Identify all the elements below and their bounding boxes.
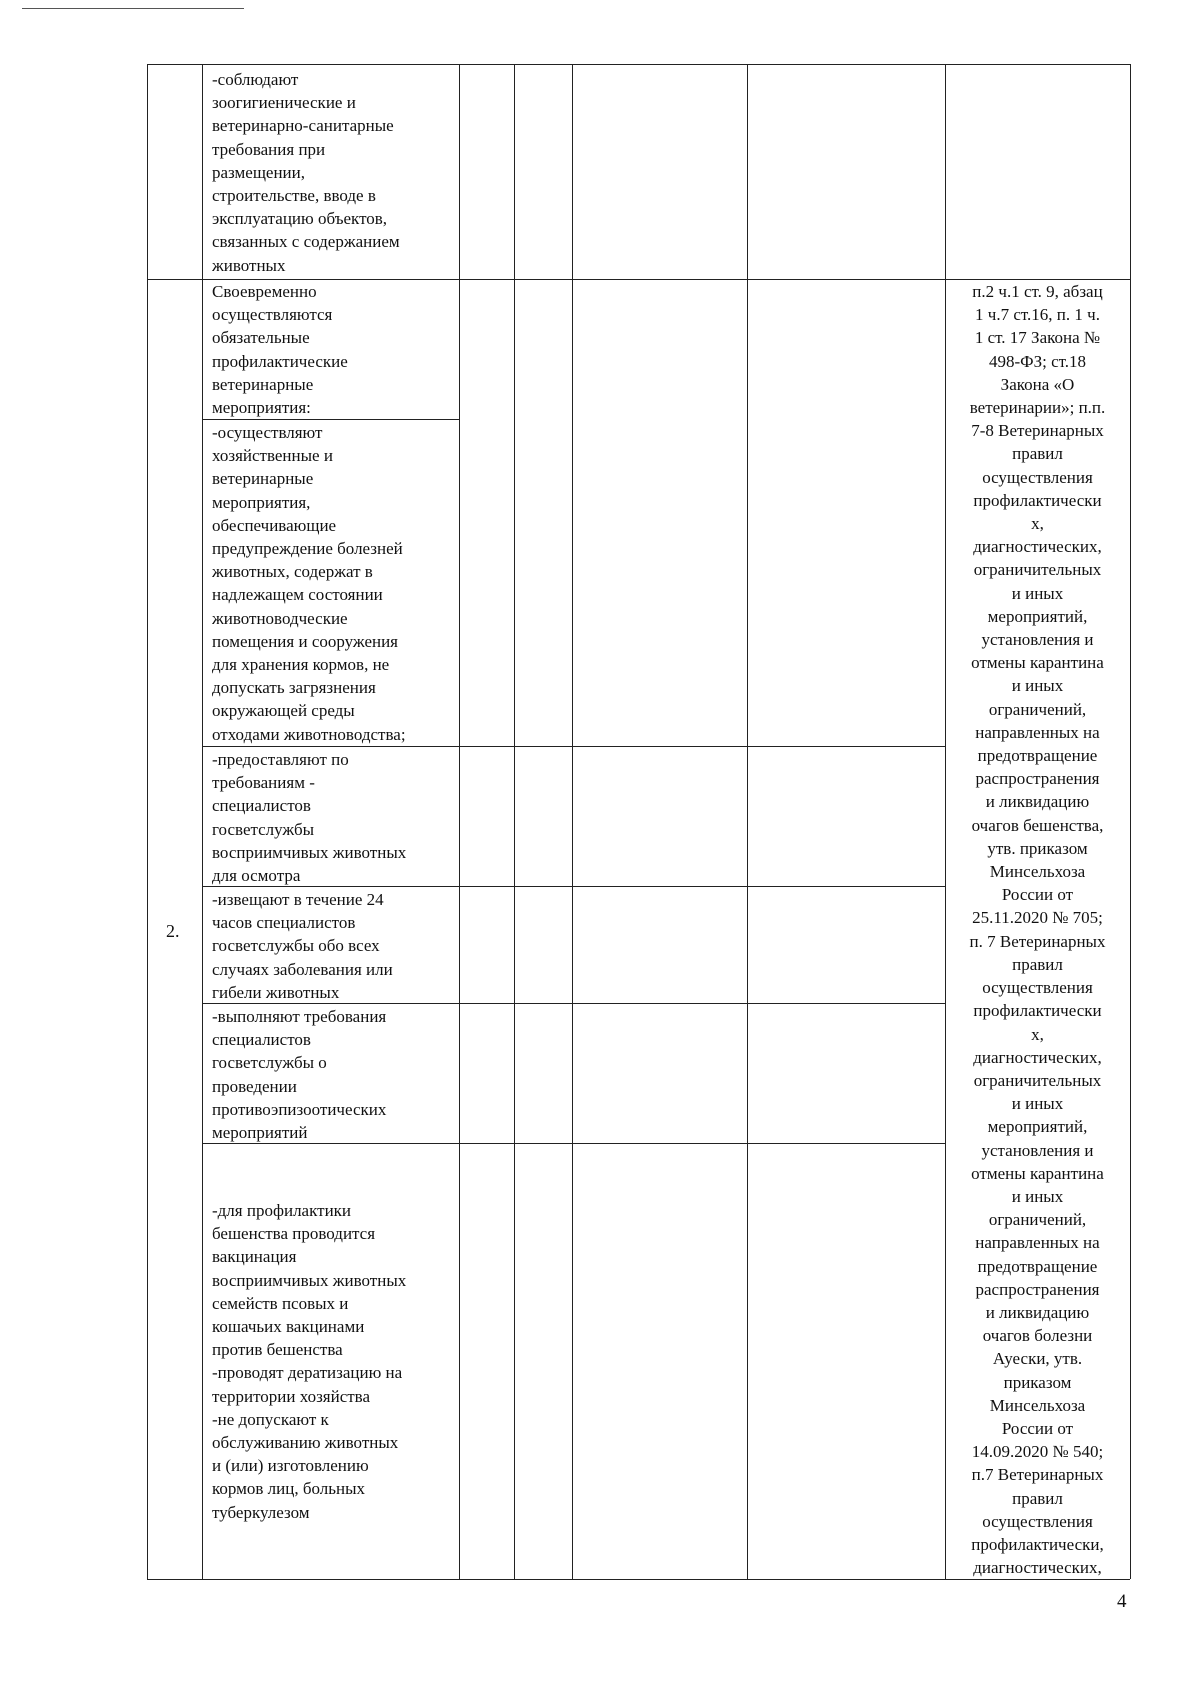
subrow-divider <box>202 1143 945 1144</box>
column-divider <box>572 64 573 1579</box>
requirement-text: -для профилактики бешенства проводится вакцинация восприимчивых животных семейств псовых и кошачьих вакцинами против бешенства -проводят дератизацию на территории хозяйства -не допускают к обслуживанию животных и (или) изготовлению кормов лиц, больных туберкулезом <box>212 1201 407 1522</box>
table-border-bottom <box>147 1579 1130 1580</box>
subrow-divider <box>202 419 459 420</box>
requirement-text: -извещают в течение 24 часов специалистов госветслужбы обо всех случаях заболевания или гибели животных <box>212 890 393 1002</box>
legal-reference: п.2 ч.1 ст. 9, абзац 1 ч.7 ст.16, п. 1 ч. 1 ст. 17 Закона № 498-ФЗ; ст.18 Закона «О ветеринарии»; п.п. 7-8 Ветеринарных правил осуществления профилактически х, диагностических, ограничительных и иных мероприятий, установления и отмены карантина и иных ограничений, направленных на предотвращение распространения и ликвидацию очагов бешенства, утв. приказом Минсельхоза России от 25.11.2020 № 705; п. 7 Ветеринарных правил осуществления профилактически х, диагностических, ограничительных и иных мероприятий, установления и отмены карантина и иных ограничений, направленных на предотвращение распространения и ликвидацию очагов болезни Ауески, утв. приказом Минсельхоза России от 14.09.2020 № 540; п.7 Ветеринарных правил осуществления профилактически, диагностических, <box>969 282 1106 1578</box>
column-divider <box>747 64 748 1579</box>
column-divider <box>945 64 946 1579</box>
row-number: 2. <box>166 921 180 941</box>
subrow-divider <box>202 886 945 887</box>
requirement-text: -предоставляют по требованиям - специалистов госветслужбы восприимчивых животных для осмотра <box>212 750 407 885</box>
column-divider <box>202 64 203 1579</box>
table-border-top <box>147 64 1130 65</box>
top-rule <box>22 8 244 9</box>
column-divider <box>459 64 460 1579</box>
page-number: 4 <box>1117 1591 1127 1612</box>
subrow-divider <box>202 1003 945 1004</box>
column-divider <box>514 64 515 1579</box>
requirement-text: Своевременно осуществляются обязательные профилактические ветеринарные мероприятия: <box>212 282 348 418</box>
requirement-text: -соблюдают зоогигиенические и ветеринарно-санитарные требования при размещении, строительстве, вводе в эксплуатацию объектов, связанных с содержанием животных <box>212 70 400 275</box>
table-border-right <box>1130 64 1131 1579</box>
table-border-left <box>147 64 148 1579</box>
requirement-text: -выполняют требования специалистов госветслужбы о проведении противоэпизоотических мероприятий <box>212 1007 387 1142</box>
requirement-text: -осуществляют хозяйственные и ветеринарные мероприятия, обеспечивающие предупреждение болезней животных, содержат в надлежащем состоянии животноводческие помещения и сооружения для хранения кормов, не допускать загрязнения окружающей среды отходами животноводства; <box>212 423 406 744</box>
subrow-divider <box>202 746 945 747</box>
